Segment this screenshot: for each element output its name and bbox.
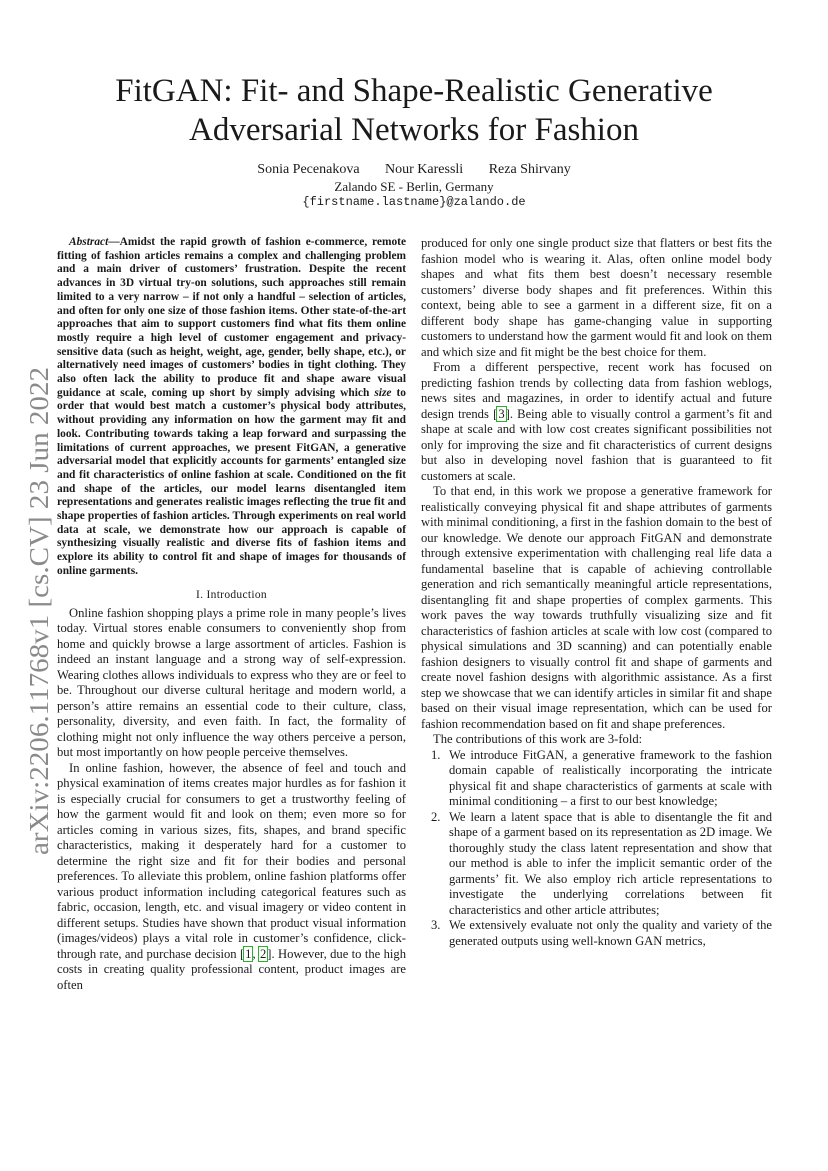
citation-link[interactable]: 2: [259, 946, 267, 961]
abstract-label: Abstract: [69, 236, 109, 248]
arxiv-stamp: [14, 360, 62, 860]
body-paragraph: To that end, in this work we propose a generative framework for realistically conveying physical fit and shape attributes of garments with minimal conditioning, a first in the fashion domain to the best of our knowledge. We denote our approach FitGAN and demonstrate through extensive experimentation with challenging real life data a fundamental baseline that is capable of achieving controllable generation and rich semantically meaningful article representations, disentangling fit and shape properties of complex garments. This work paves the way towards truthfully visualizing size and fit characteristics of fashion articles at scale with low cost (compared to physical simulations and 3D scanning) and can potentially enable fashion designers to visually control fit and shape of garments and create novel fashion designs with algorithmic assistance. As a first step we showcase that we can identify articles in similar fit and shape based on their visual image representation, which can be used for fashion recommendation based on fit and shape preferences.: [421, 484, 772, 731]
contributions-intro: The contributions of this work are 3-fold:: [433, 732, 643, 746]
list-item: [421, 918, 772, 949]
list-item-text: We learn a latent space that is able to disentangle the fit and shape of a garment based on its representation as 2D image. We thoroughly study the class latent representation and show that our method is able to infer the implicit semantic order of the garments’ fit. We also employ rich article representations to investigate the underlying correlations between fit characteristics and other article attributes;: [449, 809, 772, 917]
section-heading: I. Introduction: [196, 588, 267, 601]
list-number: 3.: [431, 918, 441, 932]
citation-link[interactable]: 1: [245, 946, 252, 961]
abstract-text: to order that would best match a customer’s physical body attributes, without providing any information on how the garment may fit and look. Contributing towards taking a leap forward and surpassing the limitations of current approaches, we present FitGAN, a generative adversarial model that explicitly accounts for garments’ entangled size and fit characteristics of online fashion at scale. Conditioned on the fit and shape of the articles, our model learns disentangled item representations and generates realistic images reflecting the true fit and shape properties of fashion articles. Through experiments on real world data at scale, we demonstrate how our approach is capable of synthesizing visually realistic and diverse fits of fashion items and explore its ability to control fit and shape of images for thousands of online garments.: [57, 386, 406, 577]
list-item-text: We introduce FitGAN, a generative framework to the fashion domain capable of realistically incorporating the intricate physical fit and shape characteristics of garments at scale with minimal conditioning – a first to our best knowledge;: [449, 747, 772, 808]
abstract-emphasis: size: [374, 386, 392, 399]
list-number: 1.: [431, 747, 441, 762]
list-item: [421, 810, 772, 919]
citation-link[interactable]: 3: [498, 406, 505, 421]
abstract: [57, 236, 406, 579]
author-name: Sonia Pecenakova: [257, 162, 360, 177]
list-item-text: We extensively evaluate not only the quality and variety of the generated outputs using well-known GAN metrics,: [449, 918, 772, 948]
right-column: [421, 236, 772, 949]
contributions-list: [421, 748, 772, 950]
arxiv-id: arXiv:2206.11768v1 [cs.CV] 23 Jun 2022: [24, 401, 54, 855]
left-column: [57, 236, 406, 993]
author-name: Nour Karessli: [385, 162, 464, 177]
paper-title: FitGAN: Fit- and Shape-Realistic Generative Adversarial Networks for Fashion: [115, 73, 713, 148]
list-item: [421, 748, 772, 810]
intro-paragraph: In online fashion, however, the absence of feel and touch and physical examination of items creates major hurdles as for fashion it is especially crucial for consumers to get a trustworthy feeling of how the garment would fit and look on them; even more so for articles coming in various sizes, fits, shapes, and brand specific characteristics, making it desperately hard for a customer to determine the right size and fit for their bodies and personal preferences. To alleviate this problem, online fashion platforms offer various product information including categorical features such as fabric, occasion, length, etc. and visual imagery or video content in different setups. Studies have shown that product visual information (images/videos) plays a vital role in customer’s confidence, click-through rate, and purchase decision [1, 2]. However, due to the high costs in creating quality professional content, product images are often: [57, 760, 406, 992]
intro-paragraph: Online fashion shopping plays a prime role in many people’s lives today. Virtual stores enable consumers to conveniently shop from home and quickly browse a large assortment of articles. Fashion is indeed an instant language and a strong way of self-expression. Wearing clothes allows individuals to express who they are or feel to be. Throughout our diverse cultural heritage and modern world, a person’s attire remains an essential code to their culture, class, personality, diversity, and even faith. In fact, the formality of clothing might not only influence the way others perceive a person, but most importantly on how people perceive themselves.: [57, 605, 406, 760]
body-paragraph: produced for only one single product size that flatters or best fits the fashion model who is wearing it. Alas, often online model body shapes and what fits them best doesn’t necessary resemble customers’ diverse body shapes and fit preferences. Within this context, being able to see a garment in a different size, fit on a different body shape has game-changing value in supporting customers to understand how the garment would fit and look on them and which size and fit might be the best choice for them.: [421, 236, 772, 359]
body-paragraph: From a different perspective, recent work has focused on predicting fashion trends by collecting data from fashion weblogs, news sites and magazines, in order to identify actual and future design trends [3]. Being able to visually control a garment’s fit and shape at scale and with low cost creates significant possibilities not only for improving the size and fit characteristics of current designs but also in developing novel fashion that is guaranteed to fit customers at scale.: [421, 360, 772, 483]
abstract-text: —Amidst the rapid growth of fashion e-commerce, remote fitting of fashion articles remains a complex and challenging problem and a main driver of customers’ frustration. Despite the recent advances in 3D virtual try-on solutions, such approaches still remain limited to a very narrow – if not only a handful – selection of articles, and often for only one size of those fashion items. Other state-of-the-art approaches that aim to support customers find what fits them online mostly require a high level of customer engagement and privacy-sensitive data (such as height, weight, age, gender, belly shape, etc.), or alternatively need images of customers’ bodies in tight clothing. They also often lack the ability to produce fit and shape aware visual guidance at scale, coming up short by simply advising which: [57, 236, 406, 399]
author-list: [60, 161, 768, 179]
author-name: Reza Shirvany: [488, 162, 571, 177]
affiliation: Zalando SE - Berlin, Germany: [334, 179, 494, 194]
email-address: {firstname.lastname}@zalando.de: [302, 195, 526, 209]
list-number: 2.: [431, 809, 441, 824]
